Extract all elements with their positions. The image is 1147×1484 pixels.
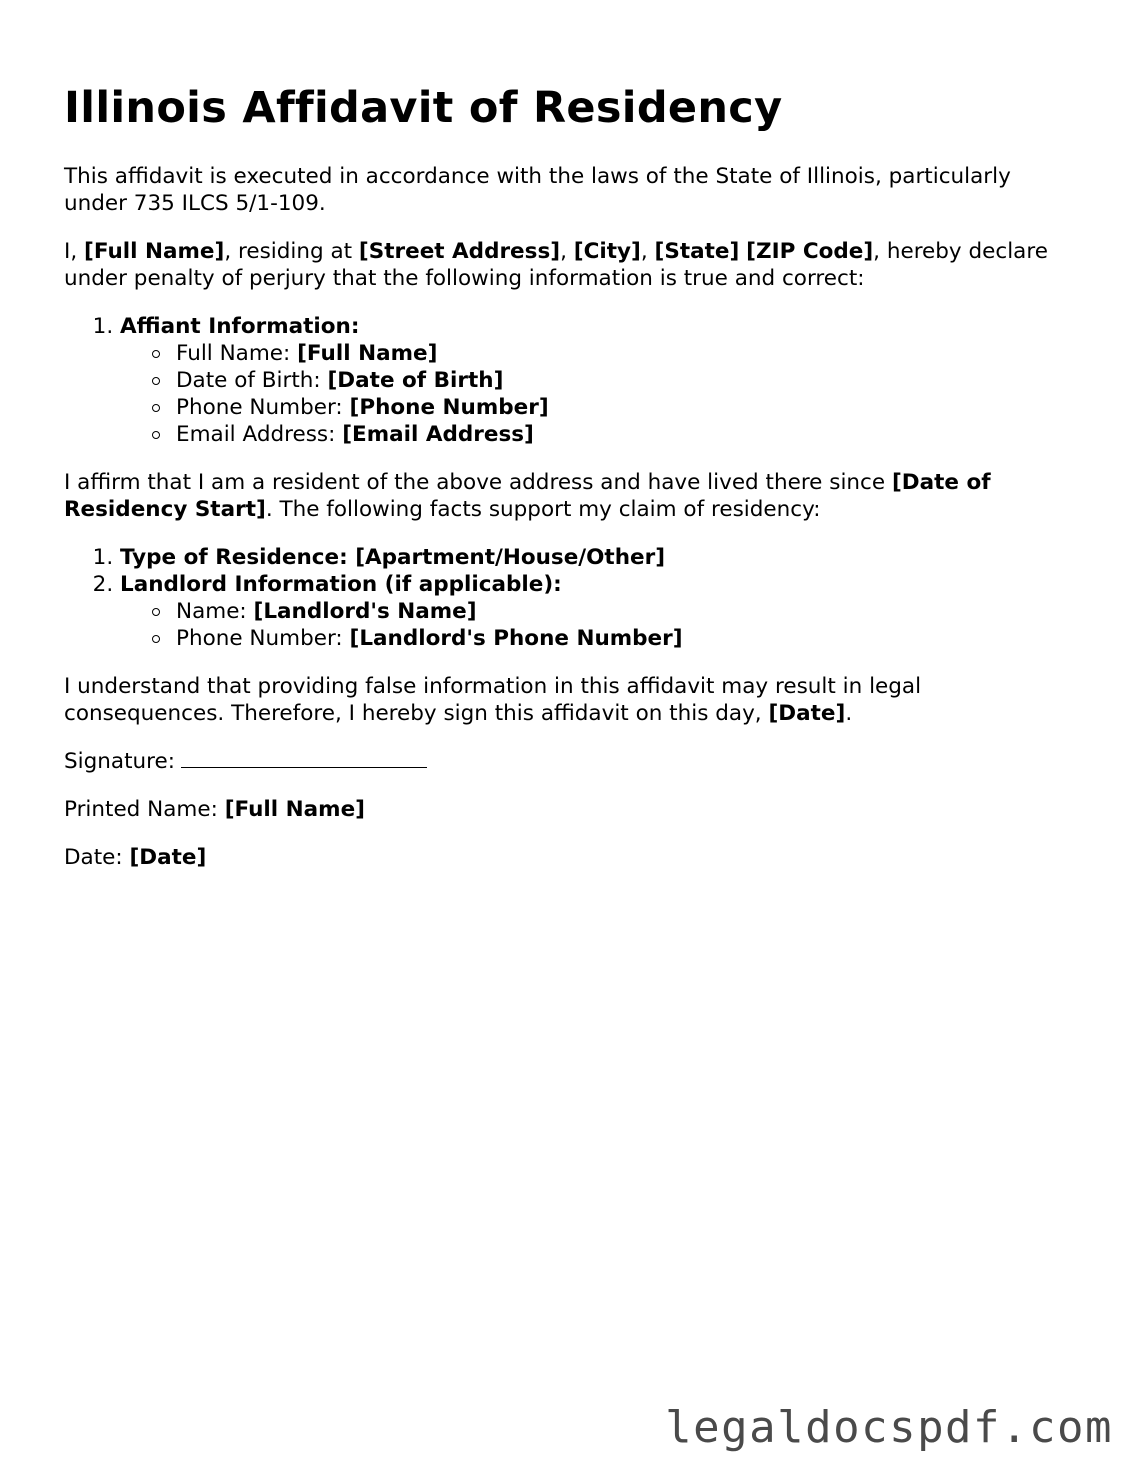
list-item [120, 571, 1074, 652]
signature-blank[interactable] [181, 748, 427, 768]
list-item: Email Address: [Email Address] [176, 421, 1074, 448]
landlord-heading: Landlord Information (if applicable): [120, 572, 562, 597]
declaration-city: [City] [573, 239, 641, 264]
printed-name-value: [Full Name] [224, 797, 365, 822]
list-item: Phone Number: [Phone Number] [176, 394, 1074, 421]
declaration-state: [State] [654, 239, 740, 264]
declaration-street: [Street Address] [358, 239, 561, 264]
watermark: legaldocspdf.com [665, 1402, 1113, 1453]
declaration-paragraph: I, [Full Name], residing at [Street Address], [City], [State] [ZIP Code], hereby declare under penalty of perjury that the following information is true and correct: [64, 239, 1048, 291]
declaration-zip: [ZIP Code] [746, 239, 874, 264]
list-item: Phone Number: [Landlord's Phone Number] [176, 625, 1074, 652]
sign-date: [Date] [768, 701, 846, 726]
residency-start-date: [Date of Residency Start] [64, 470, 991, 522]
affiant-heading: Affiant Information: [120, 314, 360, 339]
landlord-details [120, 598, 1074, 652]
list-item [120, 313, 1074, 448]
affiant-details [120, 340, 1074, 448]
facts-list [64, 544, 1074, 652]
signature-line [64, 748, 1074, 775]
declaration-prefix: I, [64, 239, 85, 264]
affidavit-document [64, 78, 1074, 892]
intro-paragraph: This affidavit is executed in accordance with the laws of the State of Illinois, particularly under 735 ILCS 5/1-109. [64, 164, 1011, 216]
declaration-full-name: [Full Name] [84, 239, 225, 264]
affirmation-paragraph: I affirm that I am a resident of the above address and have lived there since [Date of Residency Start]. The following facts support my claim of residency: [64, 470, 991, 522]
list-item: Date of Birth: [Date of Birth] [176, 367, 1074, 394]
list-item: Name: [Landlord's Name] [176, 598, 1074, 625]
date-value: [Date] [129, 845, 207, 870]
affiant-list [64, 313, 1074, 448]
type-of-residence: Type of Residence: [Apartment/House/Other] [120, 545, 666, 570]
date-line: Date: [Date] [64, 845, 207, 870]
signature-label: Signature: [64, 749, 175, 774]
printed-name-line: Printed Name: [Full Name] [64, 797, 365, 822]
understanding-paragraph: I understand that providing false information in this affidavit may result in legal consequences. Therefore, I hereby sign this affidavit on this day, [Date]. [64, 674, 922, 726]
document-title: Illinois Affidavit of Residency [64, 83, 783, 133]
list-item: Full Name: [Full Name] [176, 340, 1074, 367]
list-item [120, 544, 1074, 571]
declaration-suffix: , hereby declare under penalty of perjury that the following information is true and correct: [64, 239, 1048, 291]
